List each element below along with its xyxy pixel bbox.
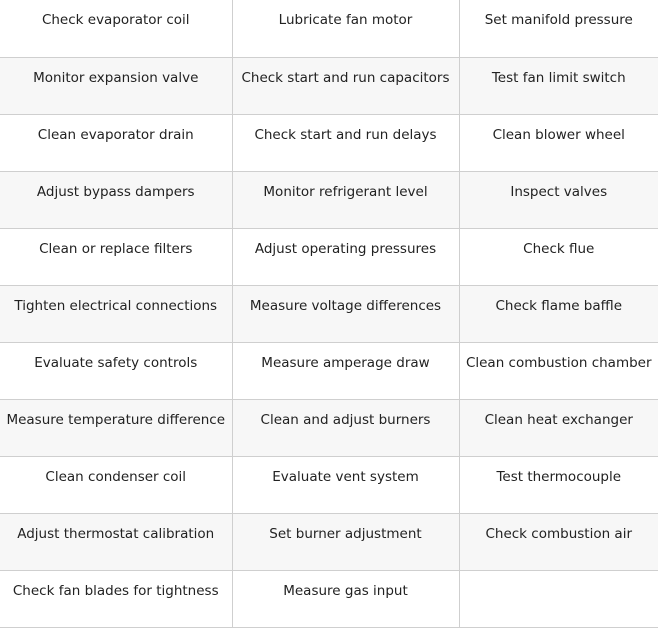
table-row [0, 570, 658, 627]
table-cell: Clean condenser coil [0, 456, 232, 513]
table-cell: Test fan limit switch [459, 57, 658, 114]
table-cell: Lubricate fan motor [232, 0, 459, 57]
table-cell: Measure amperage draw [232, 342, 459, 399]
table-cell: Clean and adjust burners [232, 399, 459, 456]
table-cell: Check combustion air [459, 513, 658, 570]
table-cell: Measure gas input [232, 570, 459, 627]
table-cell: Adjust thermostat calibration [0, 513, 232, 570]
table-cell: Measure voltage differences [232, 285, 459, 342]
table-row [0, 0, 658, 57]
table-row [0, 342, 658, 399]
table-cell: Clean or replace filters [0, 228, 232, 285]
table-cell: Check evaporator coil [0, 0, 232, 57]
table-cell: Clean evaporator drain [0, 114, 232, 171]
table-cell: Adjust bypass dampers [0, 171, 232, 228]
table-row [0, 399, 658, 456]
table-cell: Tighten electrical connections [0, 285, 232, 342]
table-row [0, 228, 658, 285]
table-cell: Check flue [459, 228, 658, 285]
table-cell: Monitor expansion valve [0, 57, 232, 114]
table-row [0, 456, 658, 513]
table-cell: Inspect valves [459, 171, 658, 228]
table-cell: Evaluate vent system [232, 456, 459, 513]
table-cell: Check fan blades for tightness [0, 570, 232, 627]
table-cell: Test thermocouple [459, 456, 658, 513]
table-cell: Clean combustion chamber [459, 342, 658, 399]
table-cell: Check flame baffle [459, 285, 658, 342]
table-row [0, 285, 658, 342]
table-cell: Measure temperature difference [0, 399, 232, 456]
table-cell: Evaluate safety controls [0, 342, 232, 399]
table-cell: Adjust operating pressures [232, 228, 459, 285]
table-row [0, 171, 658, 228]
table-cell-empty [459, 570, 658, 627]
table-cell: Clean blower wheel [459, 114, 658, 171]
table-cell: Check start and run capacitors [232, 57, 459, 114]
table-cell: Check start and run delays [232, 114, 459, 171]
table-row [0, 114, 658, 171]
table-row [0, 57, 658, 114]
table-cell: Monitor refrigerant level [232, 171, 459, 228]
table-cell: Clean heat exchanger [459, 399, 658, 456]
table-cell: Set manifold pressure [459, 0, 658, 57]
table-cell: Set burner adjustment [232, 513, 459, 570]
table-row [0, 513, 658, 570]
